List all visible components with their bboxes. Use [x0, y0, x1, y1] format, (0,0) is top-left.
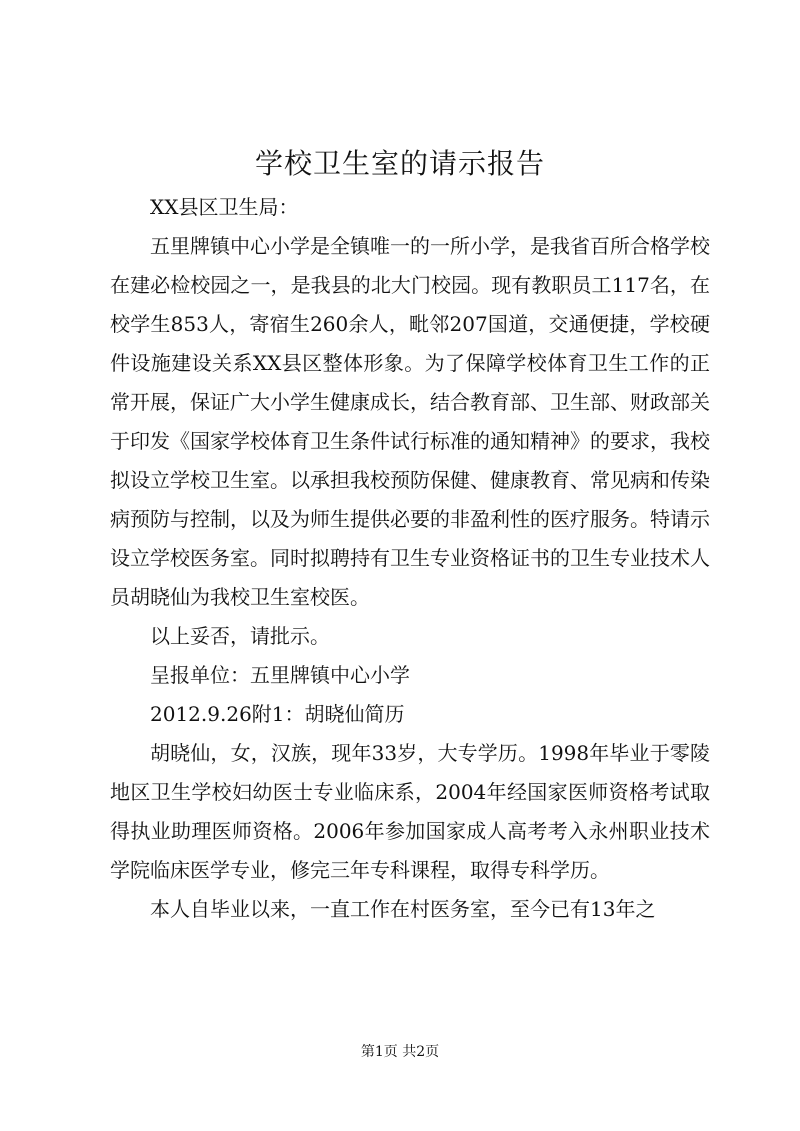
- addressee-line: XX县区卫生局：: [150, 195, 299, 219]
- document-title: 学校卫生室的请示报告: [254, 147, 545, 180]
- paragraph-approval-request: 以上妥否，请批示。: [150, 624, 330, 648]
- paragraph-submitting-unit: 呈报单位：五里牌镇中心小学: [150, 663, 410, 687]
- document-body: [110, 188, 710, 929]
- paragraph-date-attachment: 2012.9.26附1：胡晓仙简历: [150, 702, 405, 726]
- paragraph-resume: 胡晓仙，女，汉族，现年33岁，大专学历。1998年毕业于零陵地区卫生学校妇幼医士专业临床系，2004年经国家医师资格考试取得执业助理医师资格。2006年参加国家成人高考考入永州职业技术学院临床医学专业，修完三年专科课程，取得专科学历。: [110, 741, 710, 882]
- page-number-footer: 第1页 共2页: [360, 1044, 440, 1060]
- paragraph-work-history: 本人自毕业以来，一直工作在村医务室，至今已有13年之: [150, 897, 656, 921]
- paragraph-request-body: 五里牌镇中心小学是全镇唯一的一所小学，是我省百所合格学校在建必检校园之一，是我县的北大门校园。现有教职员工117名，在校学生853人，寄宿生260余人，毗邻207国道，交通便捷，学校硬件设施建设关系XX县区整体形象。为了保障学校体育卫生工作的正常开展，保证广大小学生健康成长，结合教育部、卫生部、财政部关于印发《国家学校体育卫生条件试行标准的通知精神》的要求，我校拟设立学校卫生室。以承担我校预防保健、健康教育、常见病和传染病预防与控制，以及为师生提供必要的非盈利性的医疗服务。特请示设立学校医务室。同时拟聘持有卫生专业资格证书的卫生专业技术人员胡晓仙为我校卫生室校医。: [110, 234, 710, 609]
